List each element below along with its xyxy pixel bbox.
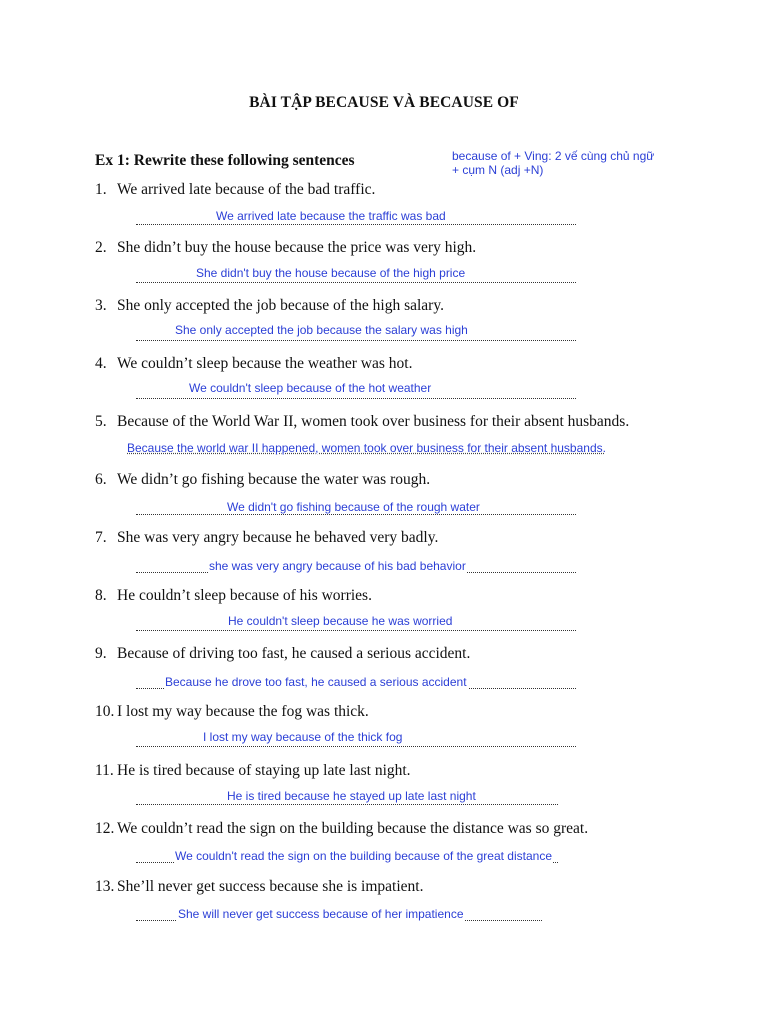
answer-13: She will never get success because of her impatience [178,907,464,921]
question-number: 4. [95,355,107,372]
answer-11: He is tired because he stayed up late last night [227,789,476,803]
answer-12: We couldn't read the sign on the building because of the great distance [175,849,552,863]
answer-10: I lost my way because of the thick fog [203,730,403,744]
question-number: 7. [95,529,107,546]
question-1 [95,181,375,199]
question-text: We didn’t go fishing because the water was rough. [117,471,431,488]
question-text: We couldn’t sleep because the weather was hot. [117,355,413,372]
grammar-note-line-2: + cụm N (adj +N) [452,163,544,177]
answer-6: We didn't go fishing because of the rough water [227,500,480,514]
question-number: 2. [95,239,107,256]
answer-1: We arrived late because the traffic was bad [216,209,446,223]
question-number: 12. [95,820,115,837]
answer-5: Because the world war II happened, women took over business for their absent husbands. [127,441,606,455]
question-text: She’ll never get success because she is impatient. [117,878,424,895]
grammar-note [452,149,654,177]
question-text: Because of the World War II, women took over business for their absent husbands. [117,413,630,430]
question-text: Because of driving too fast, he caused a serious accident. [117,645,471,662]
question-number: 6. [95,471,107,488]
question-11 [95,762,411,780]
question-8 [95,587,372,605]
question-12 [95,820,588,838]
answer-3: She only accepted the job because the salary was high [175,323,468,337]
answer-2: She didn't buy the house because of the high price [196,266,466,280]
question-text: I lost my way because the fog was thick. [117,703,369,720]
question-number: 1. [95,181,107,198]
question-number: 10. [95,703,115,720]
question-text: She was very angry because he behaved very badly. [117,529,439,546]
answer-8: He couldn't sleep because he was worried [228,614,453,628]
question-text: We couldn’t read the sign on the building because the distance was so great. [117,820,589,837]
grammar-note-line-1: because of + Ving: 2 vế cùng chủ ngữ [452,149,655,163]
question-text: He is tired because of staying up late last night. [117,762,411,779]
question-10 [95,703,369,721]
question-number: 11. [95,762,114,779]
question-text: We arrived late because of the bad traffic. [117,181,376,198]
question-number: 5. [95,413,107,430]
question-9 [95,645,470,663]
question-text: She only accepted the job because of the high salary. [117,297,444,314]
question-text: She didn’t buy the house because the price was very high. [117,239,477,256]
question-3 [95,297,444,315]
question-7 [95,529,438,547]
question-5 [95,413,629,431]
question-2 [95,239,476,257]
question-13 [95,878,423,896]
question-number: 3. [95,297,107,314]
question-number: 8. [95,587,107,604]
answer-7: she was very angry because of his bad behavior [209,559,466,573]
exercise-heading: Ex 1: Rewrite these following sentences [95,152,355,169]
question-number: 13. [95,878,115,895]
question-6 [95,471,430,489]
page-title: BÀI TẬP BECAUSE VÀ BECAUSE OF [249,94,519,111]
question-number: 9. [95,645,107,662]
question-4 [95,355,412,373]
answer-9: Because he drove too fast, he caused a serious accident [165,675,467,689]
question-text: He couldn’t sleep because of his worries. [117,587,372,604]
answer-4: We couldn't sleep because of the hot weather [189,381,432,395]
